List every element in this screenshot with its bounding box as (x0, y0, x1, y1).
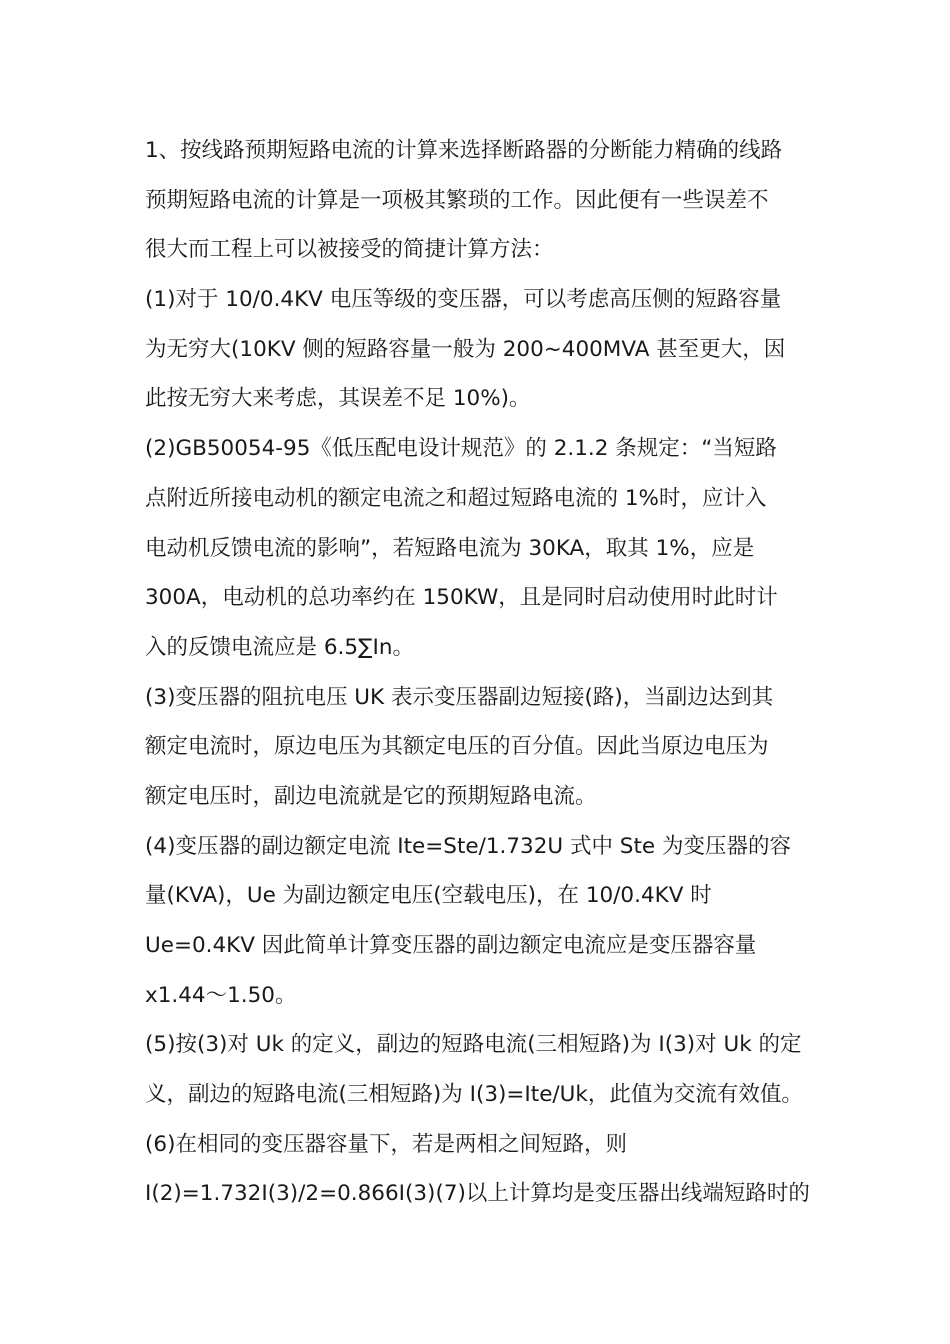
text-line: 1、按线路预期短路电流的计算来选择断路器的分断能力精确的线路 (145, 138, 783, 163)
body-text (145, 126, 815, 1219)
text-line: 额定电流时，原边电压为其额定电压的百分值。因此当原边电压为 (145, 734, 769, 760)
text-line: I(2)=1.732I(3)/2=0.866I(3)(7)以上计算均是变压器出线端短路时的 (145, 1181, 810, 1207)
text-line: 额定电压时，副边电流就是它的预期短路电流。 (145, 783, 597, 809)
text-line: 为无穷大(10KV 侧的短路容量一般为 200~400MVA 甚至更大，因 (145, 336, 786, 362)
text-line: (2)GB50054-95《低压配电设计规范》的 2.1.2 条规定：“当短路 (145, 436, 777, 462)
text-line: x1.44～1.50。 (145, 982, 297, 1008)
text-line: 预期短路电流的计算是一项极其繁琐的工作。因此便有一些误差不 (145, 187, 769, 213)
text-line: (4)变压器的副边额定电流 Ite=Ste/1.732U 式中 Ste 为变压器的容 (145, 833, 791, 859)
text-line: (6)在相同的变压器容量下，若是两相之间短路，则 (145, 1131, 627, 1157)
text-line: Ue=0.4KV 因此简单计算变压器的副边额定电流应是变压器容量 (145, 933, 757, 958)
text-line: 此按无穷大来考虑，其误差不足 10%)。 (145, 386, 531, 412)
text-line: (1)对于 10/0.4KV 电压等级的变压器，可以考虑高压侧的短路容量 (145, 287, 782, 313)
text-line: 入的反馈电流应是 6.5∑In。 (145, 634, 414, 660)
text-line: (3)变压器的阻抗电压 UK 表示变压器副边短接(路)，当副边达到其 (145, 684, 774, 710)
text-line: 点附近所接电动机的额定电流之和超过短路电流的 1%时，应计入 (145, 485, 767, 511)
text-line: 300A，电动机的总功率约在 150KW，且是同时启动使用时此时计 (145, 585, 778, 611)
text-line: (5)按(3)对 Uk 的定义，副边的短路电流(三相短路)为 I(3)对 Uk 的定 (145, 1032, 802, 1058)
text-line: 很大而工程上可以被接受的简捷计算方法： (145, 237, 554, 263)
text-line: 量(KVA)，Ue 为副边额定电压(空载电压)，在 10/0.4KV 时 (145, 883, 712, 909)
text-line: 义，副边的短路电流(三相短路)为 I(3)=Ite/Uk，此值为交流有效值。 (145, 1082, 803, 1108)
text-line: 电动机反馈电流的影响”，若短路电流为 30KA，取其 1%，应是 (145, 535, 755, 561)
